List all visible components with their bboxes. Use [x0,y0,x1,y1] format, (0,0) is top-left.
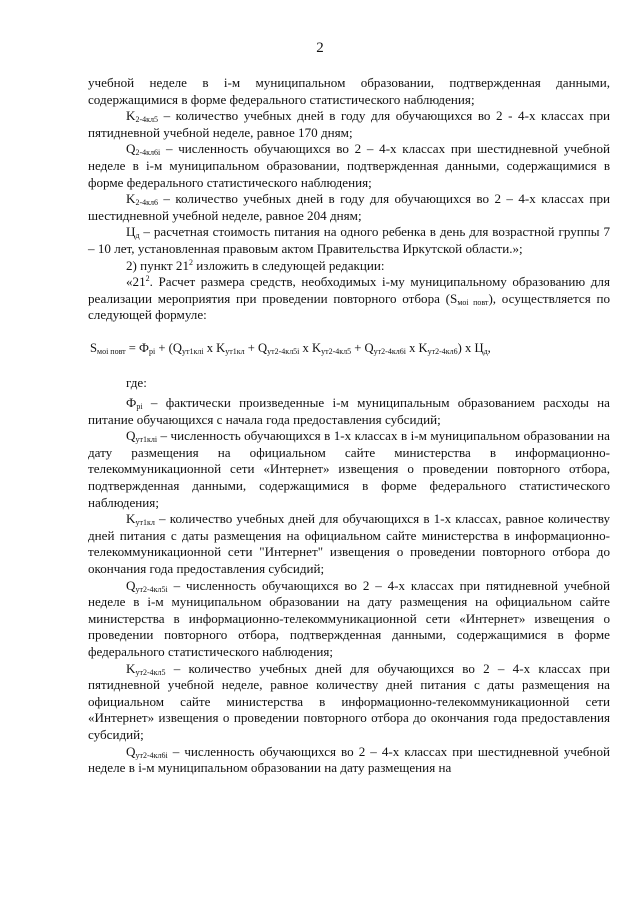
formula-subscript: pi [149,346,156,356]
definition-text: – количество учебных дней для обучающихся в 1-х классах, равное количеству дней питания с даты размещения на официальном сайте министерства в информационно-телекоммуникационной сети "Интернет" извещения о проведении повторного отбора до окончания года предоставления субсидий; [88,511,610,577]
definition-k-2-4kl5: $K_{2-4кл5}$ – количество учебных дней в году для обучающихся во 2 - 4-х классах при пятидневной учебной неделе, равное 170 дням; [88,108,610,140]
formula-term: x K [299,340,322,355]
formula-subscript: ут1клi [181,346,204,356]
definition-item [88,744,610,777]
formula-term: ) x Ц [457,340,484,355]
formula-subscript: д [483,346,488,356]
definition-subscript: ут1клi [135,435,158,445]
definition-subscript: pi [136,402,143,412]
definition-subscript: ут1кл [135,518,155,528]
definitions-list [88,395,610,777]
definition-text: – численность обучающихся во 2 – 4-х классах при шестидневной учебной неделе в i-м муниципальном образовании на дату размещения на [88,743,610,776]
definition-subscript: ут2-4кл5 [135,667,166,677]
quoted-clause: «$21^2$. Расчет размера средств, необходимых i-му муниципальному образованию для реализации мероприятия при проведении повторного отбора $(S_{моi повт})$, осуществляется по следующей формуле: [88,274,610,323]
formula-subscript: ут2-4кл5i [267,346,300,356]
formula-term: , [487,340,491,355]
definition-text: – фактически произведенные i-м муниципальным образованием расходы на питание обучающихся с начала года предоставления субсидий; [88,395,610,427]
definition-symbol: K [126,511,136,527]
definition-item [88,428,610,511]
definition-item [88,578,610,661]
definition-subscript: ут2-4кл5i [135,584,168,594]
definition-cd: $Ц_д$ – расчетная стоимость питания на одного ребенка в день для возрастной группы 7 – 10 лет, установленная правовым актом Правительства Иркутской области.»; [88,224,610,256]
document-body [88,75,610,777]
formula-subscript: ут2-4кл6 [427,346,458,356]
definition-text: – численность обучающихся в 1-х классах в i-м муниципальном образовании на дату размещения на официальном сайте министерства в информационно-телекоммуникационной сети «Интернет» извещения о проведении повторного отбора, подтвержденная данными, содержащимися в форме федерального статистического наблюдения; [88,428,610,510]
formula-subscript: ут1кл [225,346,245,356]
formula [90,340,610,357]
formula-term: + (Q [155,340,182,355]
formula-term: x K [203,340,226,355]
definition-symbol: Q [126,743,136,759]
definition-symbol: Ф [126,395,137,411]
definition-symbol: Q [126,428,136,444]
formula-subscript: моi повт [97,346,126,356]
formula-subscript: ут2-4кл6i [373,346,406,356]
definition-item [88,661,610,744]
item-2: 2) пункт $21^2$ изложить в следующей редакции: [126,257,385,273]
formula-term: + Q [351,340,374,355]
page-number: 2 [316,40,324,56]
formula-term: = Ф [125,340,150,355]
formula-term: x K [405,340,428,355]
definition-symbol: Q [126,577,136,593]
where-label: где: [126,374,147,390]
formula-subscript: ут2-4кл5 [321,346,352,356]
definition-q-2-4kl6i: $Q_{2-4кл6i}$ – численность обучающихся во 2 – 4-х классах при шестидневной учебной неделе в i-м муниципальном образовании, подтвержденная данными, содержащимися в форме федерального статистического наблюдения; [88,141,610,190]
definition-text: – численность обучающихся во 2 – 4-х классах при пятидневной учебной неделе в i-м муниципальном образовании на дату размещения на официальном сайте министерства в информационно-телекоммуникационной сети «Интернет» извещения о проведении повторного отбора, подтвержденная данными, содержащимися в форме федерального статистического наблюдения; [88,577,610,659]
definition-item [88,395,610,428]
definition-subscript: ут2-4кл6i [135,750,168,760]
definition-text: – количество учебных дней для обучающихся во 2 – 4-х классах при пятидневной учебной неделе, равное количеству дней питания с даты размещения на официальном сайте министерства в информационно-телекоммуникационной сети «Интернет» извещения о проведении повторного отбора до окончания года предоставления субсидий; [88,660,610,742]
definition-item [88,511,610,577]
definition-symbol: K [126,660,136,676]
formula-term: + Q [244,340,268,355]
paragraph-continuation: учебной неделе в i-м муниципальном образовании, подтвержденная данными, содержащимися в форме федерального статистического наблюдения; [88,75,610,107]
formula-term: S [90,340,98,355]
definition-k-2-4kl6: $K_{2-4кл6}$ – количество учебных дней в году для обучающихся во 2 – 4-х классах при шестидневной учебной неделе, равное 204 дням; [88,191,610,223]
